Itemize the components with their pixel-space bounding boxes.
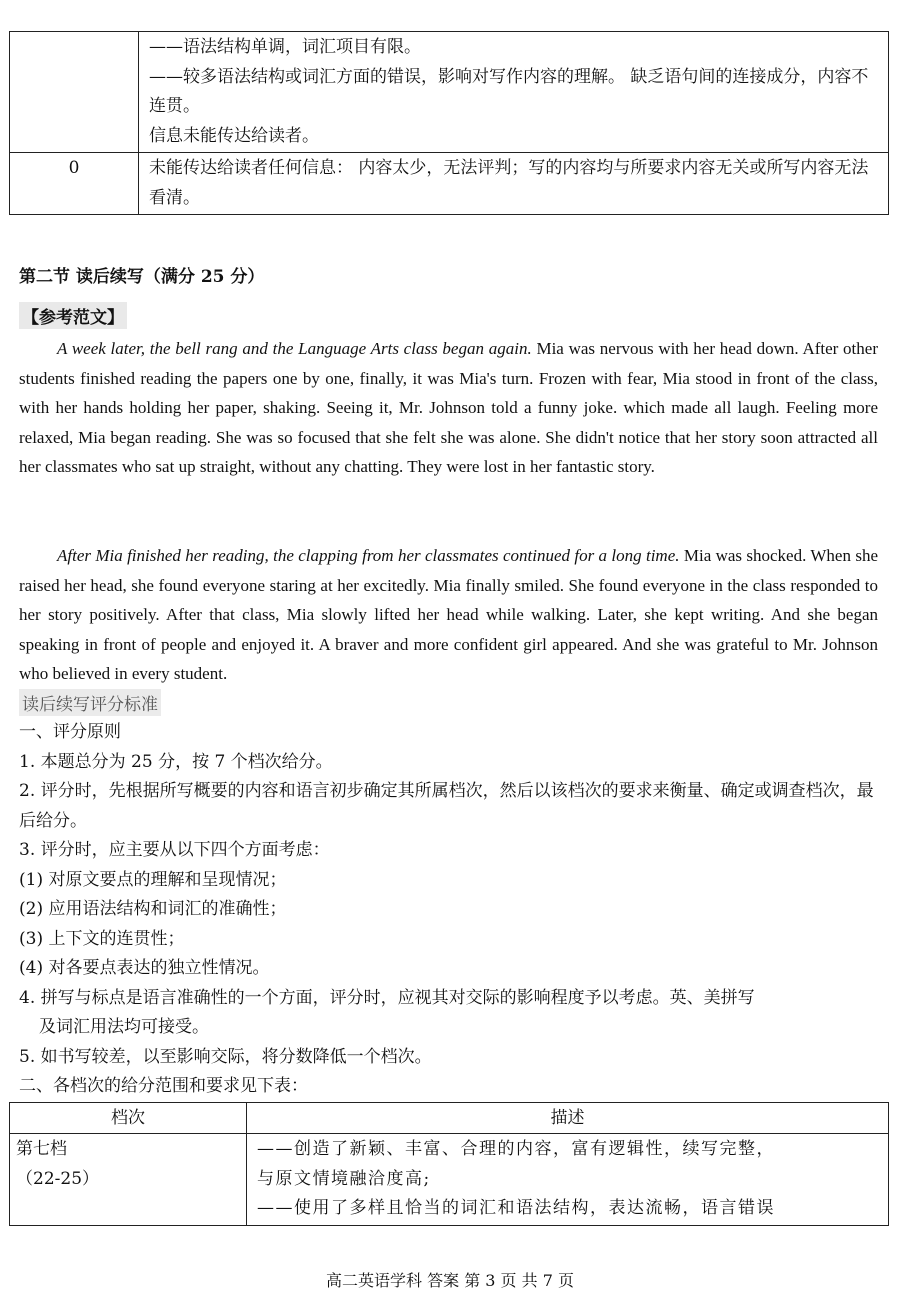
list-item: 5. 如书写较差，以至影响交际，将分数降低一个档次。 [19, 1046, 432, 1067]
description-cell [139, 153, 889, 215]
description-line: ——语法结构单调，词汇项目有限。 [149, 37, 421, 57]
section-title: 第二节 读后续写（满分 25 分） [19, 267, 265, 287]
level-name: 第七档 [16, 1139, 67, 1159]
paragraph-text: Mia was nervous with her head down. After other students finished reading the papers one by one, finally, it was Mia's turn. Frozen with fear, Mia stood in front of the class, with her hands holding her paper, shaking. Seeing it, Mr. Johnson told a funny joke. which made all laugh. Feeling more relaxed, Mia began reading. She was so focused that she felt she was alone. She didn't notice that her story soon attracted all her classmates who sat up straight, without any chatting. They were lost in her fantastic story. [19, 339, 878, 476]
essay-paragraph-2 [19, 541, 878, 689]
rubric-list [19, 718, 881, 1102]
list-item: (1) 对原文要点的理解和呈现情况； [19, 869, 287, 890]
column-header-level: 档次 [10, 1103, 247, 1134]
list-item: (4) 对各要点表达的独立性情况。 [19, 958, 270, 978]
essay-paragraph-1 [19, 334, 878, 482]
given-opening-sentence: A week later, the bell rang and the Language Arts class began again. [57, 339, 532, 358]
table-row [10, 1134, 889, 1226]
paragraph-text: Mia was shocked. When she raised her head, she found everyone staring at her excitedly. Mia finally smiled. She found everyone in the class responded to her story positively. After that class, Mia slowly lifted her head while walking. Later, she kept writing. And she began speaking in front of people and enjoyed it. A braver and more confident girl appeared. And she was grateful to Mr. Johnson who believed in every student. [19, 546, 878, 683]
list-item: 4. 拼写与标点是语言准确性的一个方面，评分时，应视其对交际的影响程度予以考虑。英、美拼写 [19, 987, 755, 1008]
level-cell [10, 32, 139, 153]
description-line: 信息未能传达给读者。 [149, 125, 319, 146]
given-opening-sentence: After Mia finished her reading, the clapping from her classmates continued for a long time. [57, 546, 680, 565]
description-line: ——较多语法结构或词汇方面的错误，影响对写作内容的理解。 缺乏语句间的连接成分，内容不连贯。 [149, 66, 869, 116]
description-cell [247, 1134, 889, 1226]
list-item-continuation: 及词汇用法均可接受。 [39, 1017, 209, 1037]
description-line: 未能传达给读者任何信息： 内容太少，无法评判；写的内容均与所要求内容无关或所写内容无法看清。 [149, 158, 869, 208]
list-item: (3) 上下文的连贯性； [19, 928, 185, 949]
list-item: 3. 评分时，应主要从以下四个方面考虑： [19, 840, 330, 860]
description-line: ——创造了新颖、丰富、合理的内容，富有逻辑性，续写完整， [257, 1139, 775, 1159]
rubric-tag: 读后续写评分标准 [19, 689, 161, 716]
description-cell [139, 32, 889, 153]
table-header-row [10, 1103, 889, 1134]
list-item: 2. 评分时，先根据所写概要的内容和语言初步确定其所属档次，然后以该档次的要求来衡量、确定或调查档次，最后给分。 [19, 781, 874, 831]
table-row [10, 153, 889, 215]
description-line: ——使用了多样且恰当的词汇和语法结构，表达流畅，语言错误 [257, 1198, 775, 1218]
level-range: （22-25） [16, 1168, 100, 1189]
description-line: 与原文情境融洽度高; [257, 1168, 431, 1189]
reference-essay-tag: 【参考范文】 [19, 302, 127, 329]
list-item: (2) 应用语法结构和词汇的准确性； [19, 899, 287, 919]
scoring-table-bottom [9, 1102, 889, 1226]
table-row [10, 32, 889, 153]
principles-heading: 一、评分原则 [19, 722, 121, 742]
level-cell: 0 [10, 153, 139, 215]
column-header-description: 描述 [247, 1103, 889, 1134]
list-item: 1. 本题总分为 25 分，按 7 个档次给分。 [19, 751, 333, 772]
list-item: 二、各档次的给分范围和要求见下表： [19, 1076, 308, 1096]
level-cell [10, 1134, 247, 1226]
scoring-table-top [9, 31, 889, 215]
page-footer: 高二英语学科 答案 第 3 页 共 7 页 [326, 1271, 574, 1290]
